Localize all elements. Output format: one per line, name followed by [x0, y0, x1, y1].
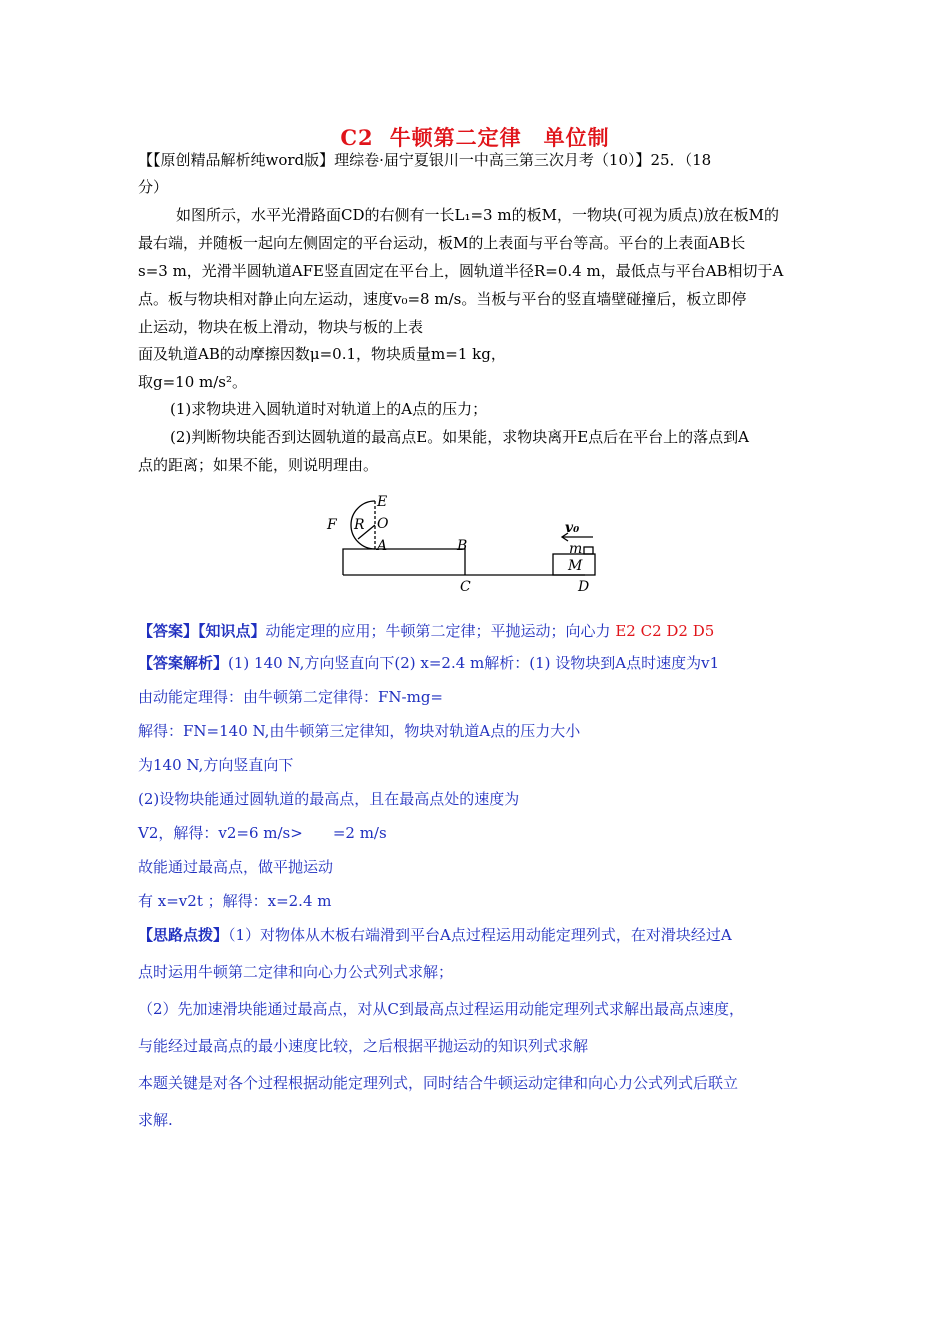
question-2-line-2: 点的距离；如果不能，则说明理由。	[138, 456, 379, 474]
answer-text: 动能定理的应用；牛顿第二定律；平抛运动；向心力	[265, 622, 611, 640]
hint-line-1	[138, 925, 732, 945]
page-title	[0, 122, 950, 152]
question-1: (1)求物块进入圆轨道时对轨道上的A点的压力；	[170, 400, 488, 418]
hint-line-6: 求解.	[138, 1111, 173, 1129]
label-E: E	[377, 494, 388, 510]
problem-line-3: s=3 m，光滑半圆轨道AFE竖直固定在平台上，圆轨道半径R=0.4 m，最低点与平台AB相切于A	[138, 262, 784, 280]
label-m: m	[569, 541, 583, 557]
problem-line-5: 止运动，物块在板上滑动，物块与板的上表	[138, 318, 424, 336]
label-C: C	[460, 579, 471, 594]
physics-diagram	[325, 492, 625, 594]
solution-line-3: 解得：FN=140 N,由牛顿第三定律知，物块对轨道A点的压力大小	[138, 722, 581, 740]
label-M: M	[568, 558, 583, 574]
solution-line-7: 故能通过最高点，做平抛运动	[138, 858, 334, 876]
header-line-1: 【【原创精品解析纯word版】理综卷·届宁夏银川一中高三第三次月考（10）】25．（18	[138, 151, 712, 169]
label-O: O	[377, 516, 389, 532]
label-D: D	[578, 579, 590, 594]
hint-text-1: （1）对物体从木板右端滑到平台A点过程运用动能定理列式，在对滑块经过A	[228, 926, 732, 944]
label-R: R	[354, 517, 365, 533]
question-2-line-1: (2)判断物块能否到达圆轨道的最高点E。如果能，求物块离开E点后在平台上的落点到A	[170, 428, 749, 446]
hint-line-3: （2）先加速滑块能通过最高点，对从C到最高点过程运用动能定理列式求解出最高点速度，	[138, 1000, 745, 1018]
problem-line-6: 面及轨道AB的动摩擦因数μ=0.1，物块质量m=1 kg，	[138, 345, 506, 363]
answer-line	[138, 621, 714, 641]
solution-line-4: 为140 N,方向竖直向下	[138, 756, 294, 774]
solution-line-5: (2)设物块能通过圆轨道的最高点，且在最高点处的速度为	[138, 790, 520, 808]
problem-line-4: 点。板与物块相对静止向左运动，速度v₀=8 m/s。当板与平台的竖直墙壁碰撞后，板立即停	[138, 290, 747, 308]
answer-tag: 【答案】	[138, 622, 199, 640]
problem-line-7: 取g=10 m/s²。	[138, 373, 248, 391]
knowledge-tag: 【知识点】	[198, 622, 266, 640]
hint-line-5: 本题关键是对各个过程根据动能定理列式，同时结合牛顿运动定律和向心力公式列式后联立	[138, 1074, 739, 1092]
solution-line-1	[138, 653, 719, 673]
label-A: A	[377, 538, 388, 554]
solution-line-8: 有 x=v2t ；解得：x=2.4 m	[138, 892, 332, 910]
label-v0: v₀	[565, 520, 580, 536]
platform-outline	[343, 549, 465, 575]
hint-tag: 【思路点拨】	[138, 926, 229, 944]
block-rect	[584, 547, 593, 554]
label-F: F	[327, 517, 337, 533]
solution-line-6: V2，解得：v2=6 m/s> =2 m/s	[138, 824, 387, 842]
solution-line-2: 由动能定理得：由牛顿第二定律得：FN-mg=	[138, 688, 443, 706]
hint-line-2: 点时运用牛顿第二定律和向心力公式列式求解；	[138, 963, 454, 981]
label-B: B	[457, 538, 468, 554]
title-code: C2	[340, 125, 374, 150]
problem-line-1: 如图所示，水平光滑路面CD的右侧有一长L₁=3 m的板M，一物块(可视为质点)放在板M的	[176, 206, 780, 224]
hint-line-4: 与能经过最高点的最小速度比较，之后根据平抛运动的知识列式求解	[138, 1037, 589, 1055]
solution-tag: 【答案解析】	[138, 654, 229, 672]
problem-line-2: 最右端，并随板一起向左侧固定的平台运动，板M的上表面与平台等高。平台的上表面AB长	[138, 234, 746, 252]
header-line-2: 分）	[138, 178, 169, 196]
answer-codes: E2 C2 D2 D5	[615, 622, 715, 640]
solution-text-1: (1) 140 N,方向竖直向下(2) x=2.4 m解析：(1) 设物块到A点时速度为v1	[228, 654, 720, 672]
title-text: 牛顿第二定律 单位制	[389, 125, 610, 150]
